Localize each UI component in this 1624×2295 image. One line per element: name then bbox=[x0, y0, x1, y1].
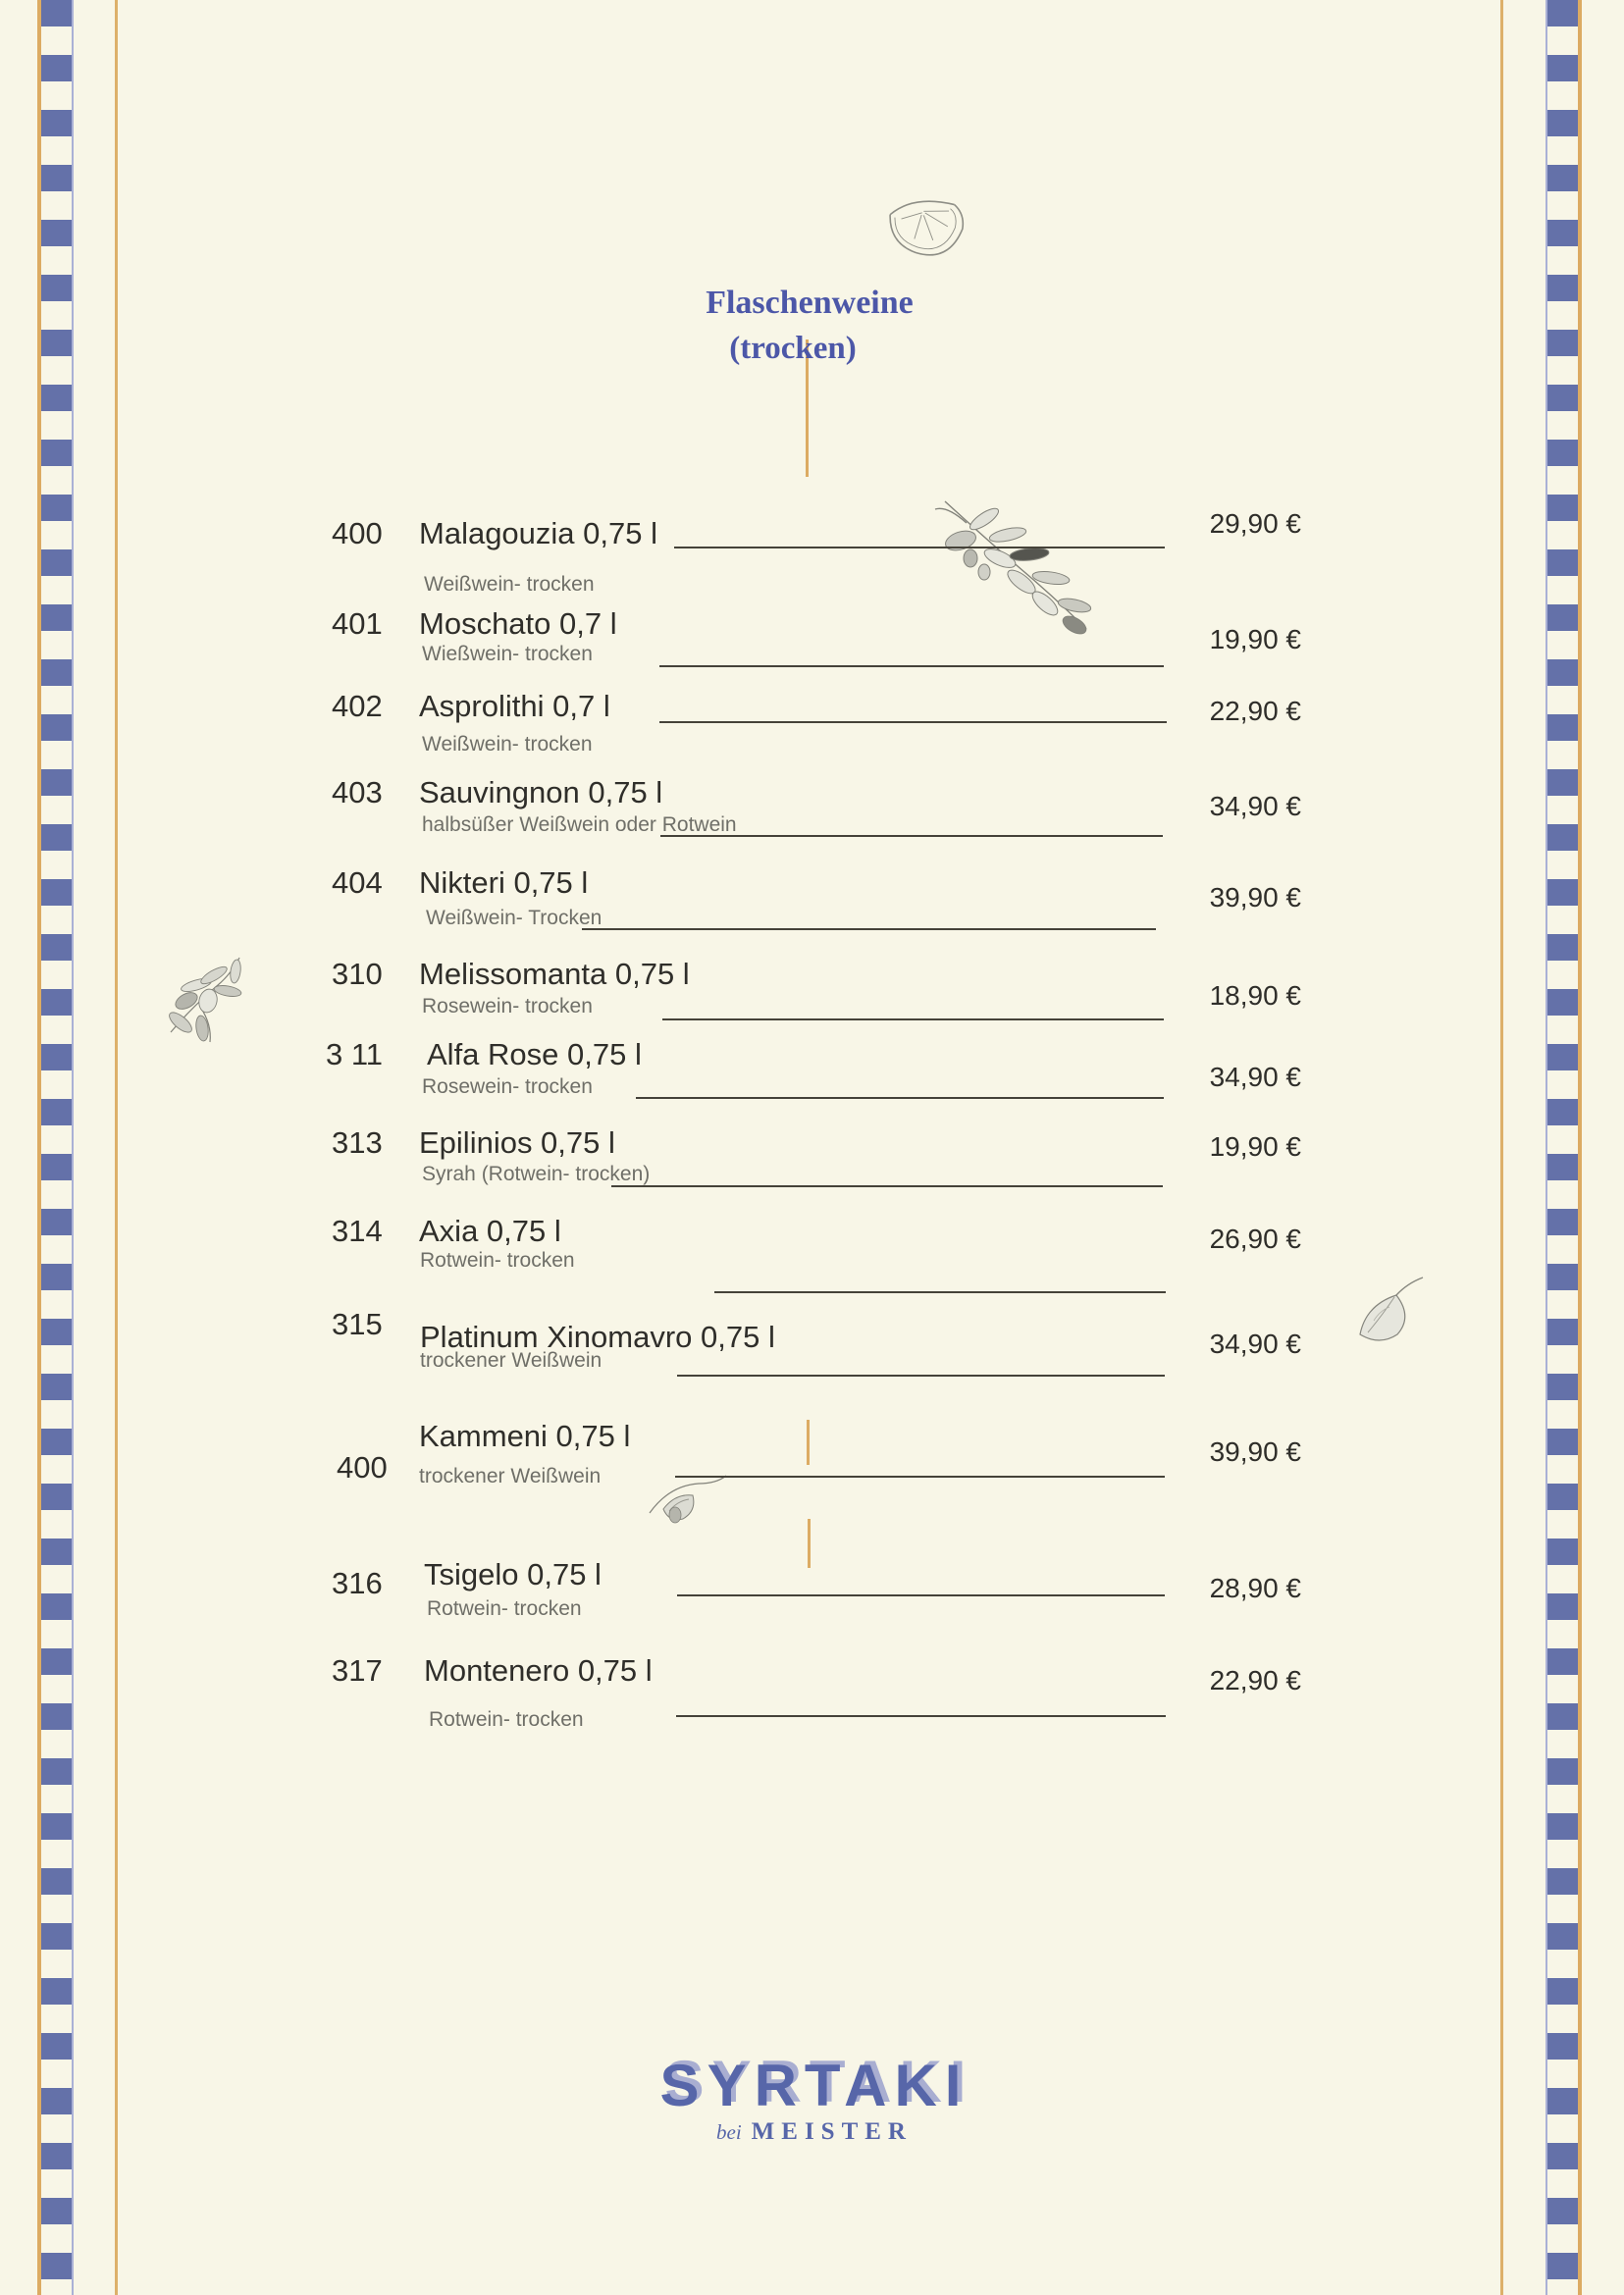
wine-fill-line bbox=[714, 1291, 1166, 1293]
restaurant-logo-subtitle bbox=[569, 2119, 1060, 2144]
wine-fill-line bbox=[677, 1375, 1165, 1377]
wine-name: Platinum Xinomavro 0,75 l bbox=[420, 1320, 775, 1354]
wine-price: 19,90 € bbox=[1209, 1131, 1301, 1162]
wine-description: Wießwein- trocken bbox=[422, 643, 593, 665]
wine-description: Rotwein- trocken bbox=[429, 1708, 584, 1731]
wine-price: 39,90 € bbox=[1209, 1436, 1301, 1467]
wine-name: Kammeni 0,75 l bbox=[419, 1419, 631, 1453]
wine-price: 34,90 € bbox=[1209, 1062, 1301, 1092]
wine-name: Moschato 0,7 l bbox=[419, 606, 617, 641]
left-inner-rule bbox=[115, 0, 118, 2295]
wine-number: 3 11 bbox=[326, 1037, 384, 1071]
wine-description: trockener Weißwein bbox=[420, 1349, 602, 1372]
logo-prefix: bei bbox=[716, 2120, 742, 2144]
wine-description: Rotwein- trocken bbox=[427, 1597, 582, 1620]
wine-number: 404 bbox=[332, 865, 383, 900]
wine-number: 401 bbox=[332, 606, 383, 641]
wine-number: 316 bbox=[332, 1566, 383, 1600]
small-olive-sprig-icon bbox=[646, 1470, 730, 1533]
wine-fill-line bbox=[676, 1715, 1166, 1717]
wine-fill-line bbox=[611, 1185, 1163, 1187]
wine-description: Weißwein- trocken bbox=[424, 573, 595, 596]
wine-fill-line bbox=[582, 928, 1156, 930]
wine-fill-line bbox=[636, 1097, 1164, 1099]
page-title: Flaschenweine bbox=[706, 285, 914, 321]
right-checkerboard-border bbox=[1547, 0, 1578, 2295]
wine-price: 34,90 € bbox=[1209, 1329, 1301, 1359]
wine-description: Weißwein- trocken bbox=[422, 733, 593, 756]
wine-number: 400 bbox=[337, 1450, 388, 1485]
wine-description: Rosewein- trocken bbox=[422, 1075, 593, 1098]
wine-description: trockener Weißwein bbox=[419, 1465, 602, 1487]
page-subtitle: (trocken) bbox=[729, 331, 857, 366]
right-inner-rule bbox=[1500, 0, 1503, 2295]
wine-description: Syrah (Rotwein- trocken) bbox=[422, 1163, 651, 1185]
wine-number: 400 bbox=[332, 516, 383, 550]
center-tick-upper bbox=[807, 1420, 810, 1465]
single-leaf-icon bbox=[1350, 1272, 1433, 1360]
wine-fill-line bbox=[659, 721, 1167, 723]
wine-name: Axia 0,75 l bbox=[419, 1214, 561, 1248]
lemon-slice-icon bbox=[869, 165, 983, 279]
wine-description: Rotwein- trocken bbox=[420, 1249, 575, 1272]
wine-price: 28,90 € bbox=[1209, 1573, 1301, 1603]
wine-number: 402 bbox=[332, 689, 383, 723]
wine-description: Rosewein- trocken bbox=[422, 995, 593, 1017]
left-border-orange-line bbox=[37, 0, 41, 2295]
logo-suffix: MEISTER bbox=[751, 2118, 913, 2145]
center-tick-lower bbox=[808, 1519, 811, 1568]
wine-price: 18,90 € bbox=[1209, 980, 1301, 1011]
wine-name: Epilinios 0,75 l bbox=[419, 1125, 615, 1160]
wine-number: 313 bbox=[332, 1125, 383, 1160]
right-border-lavender-line bbox=[1545, 0, 1547, 2295]
wine-price: 22,90 € bbox=[1209, 1665, 1301, 1695]
wine-price: 34,90 € bbox=[1209, 791, 1301, 821]
wine-number: 317 bbox=[332, 1653, 383, 1688]
wine-description: halbsüßer Weißwein oder Rotwein bbox=[422, 813, 737, 836]
wine-fill-line bbox=[677, 1594, 1165, 1596]
right-border-orange-line bbox=[1578, 0, 1582, 2295]
wine-name: Alfa Rose 0,75 l bbox=[427, 1037, 642, 1071]
wine-description: Weißwein- Trocken bbox=[426, 907, 602, 929]
wine-number: 310 bbox=[332, 957, 383, 991]
wine-price: 29,90 € bbox=[1209, 508, 1301, 539]
wine-fill-line bbox=[662, 1018, 1164, 1020]
wine-name: Tsigelo 0,75 l bbox=[424, 1557, 602, 1591]
wine-price: 39,90 € bbox=[1209, 882, 1301, 913]
wine-name: Montenero 0,75 l bbox=[424, 1653, 653, 1688]
restaurant-logo: SYRTAKI bbox=[659, 2053, 969, 2118]
wine-name: Asprolithi 0,7 l bbox=[419, 689, 610, 723]
left-border-lavender-line bbox=[72, 0, 74, 2295]
wine-price: 26,90 € bbox=[1209, 1224, 1301, 1254]
wine-name: Sauvingnon 0,75 l bbox=[419, 775, 663, 809]
wine-price: 22,90 € bbox=[1209, 696, 1301, 726]
wine-price: 19,90 € bbox=[1209, 624, 1301, 654]
wine-fill-line bbox=[675, 1476, 1165, 1478]
olive-sprig-icon bbox=[153, 946, 255, 1052]
wine-name: Melissomanta 0,75 l bbox=[419, 957, 690, 991]
wine-name: Malagouzia 0,75 l bbox=[419, 516, 657, 550]
wine-number: 315 bbox=[332, 1307, 383, 1341]
wine-number: 314 bbox=[332, 1214, 383, 1248]
wine-number: 403 bbox=[332, 775, 383, 809]
wine-name: Nikteri 0,75 l bbox=[419, 865, 589, 900]
wine-fill-line bbox=[674, 547, 1165, 548]
left-checkerboard-border bbox=[41, 0, 72, 2295]
wine-fill-line bbox=[659, 665, 1164, 667]
